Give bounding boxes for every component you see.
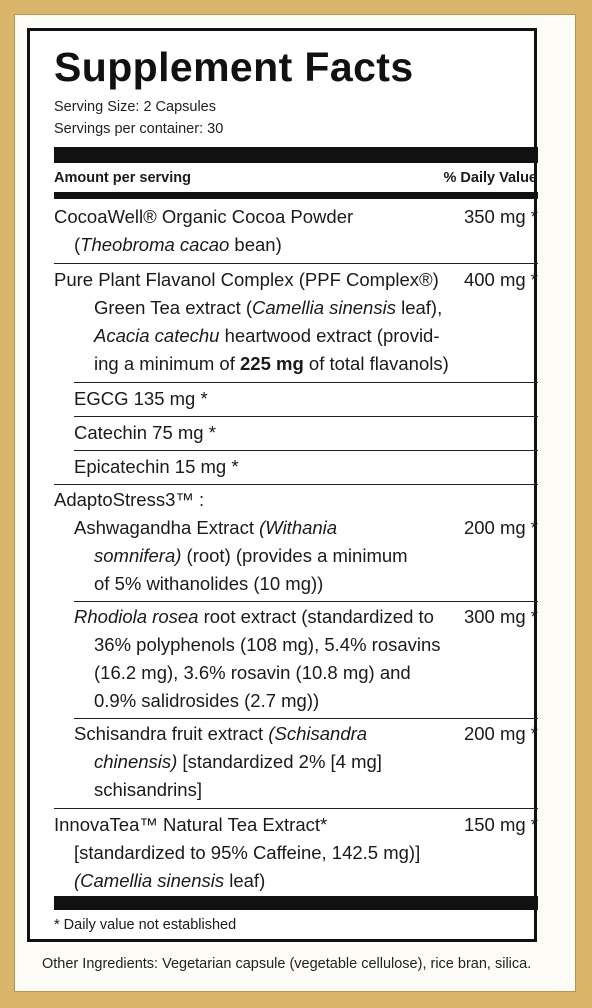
daily-value-footnote: * Daily value not established <box>54 917 237 933</box>
servings-per-container: Servings per container: 30 <box>54 121 224 137</box>
innovatea-line-2: [standardized to 95% Caffeine, 142.5 mg)] <box>74 842 421 863</box>
panel-title: Supplement Facts <box>54 44 414 90</box>
ashwagandha-line-3: of 5% withanolides (10 mg)) <box>94 573 324 594</box>
thick-divider-bottom <box>54 896 538 910</box>
row-divider <box>54 808 538 809</box>
cocoawell-source: (Theobroma cacao bean) <box>74 234 282 255</box>
thick-divider-top <box>54 147 538 163</box>
daily-value-header: % Daily Value <box>443 170 537 186</box>
other-ingredients: Other Ingredients: Vegetarian capsule (vegetable cellulose), rice bran, silica. <box>42 956 532 972</box>
schisandra-amount: 200 mg * <box>463 723 538 744</box>
cocoawell-name: CocoaWell® Organic Cocoa Powder <box>54 206 354 227</box>
ashwagandha-amount: 200 mg * <box>463 517 538 538</box>
rhodiola-line-1: Rhodiola rosea root extract (standardized to <box>74 606 434 627</box>
catechin-row: Catechin 75 mg * <box>74 422 216 443</box>
medium-divider <box>54 192 538 199</box>
adaptostress-heading: AdaptoStress3™ : <box>54 489 205 510</box>
ppf-line-2: Acacia catechu heartwood extract (provid- <box>94 325 440 346</box>
ppf-name: Pure Plant Flavanol Complex (PPF Complex®) <box>54 269 439 290</box>
cocoawell-amount: 350 mg * <box>463 206 538 227</box>
ppf-line-3: ing a minimum of 225 mg of total flavanols) <box>94 353 449 374</box>
row-divider <box>74 601 538 602</box>
innovatea-amount: 150 mg * <box>463 814 538 835</box>
rhodiola-line-2: 36% polyphenols (108 mg), 5.4% rosavins <box>94 634 441 655</box>
rhodiola-amount: 300 mg * <box>463 606 538 627</box>
row-divider <box>54 484 538 485</box>
innovatea-line-1: InnovaTea™ Natural Tea Extract* <box>54 814 328 835</box>
egcg-row: EGCG 135 mg * <box>74 388 208 409</box>
row-divider <box>74 382 538 383</box>
supplement-facts-panel <box>27 28 537 942</box>
rhodiola-line-4: 0.9% salidrosides (2.7 mg)) <box>94 690 320 711</box>
schisandra-line-1: Schisandra fruit extract (Schisandra <box>74 723 368 744</box>
ppf-line-1: Green Tea extract (Camellia sinensis leaf), <box>94 297 443 318</box>
epicatechin-row: Epicatechin 15 mg * <box>74 456 239 477</box>
schisandra-line-2: chinensis) [standardized 2% [4 mg] <box>94 751 382 772</box>
row-divider <box>54 263 538 264</box>
amount-per-serving-header: Amount per serving <box>54 170 191 186</box>
row-divider <box>74 718 538 719</box>
schisandra-line-3: schisandrins] <box>94 779 202 800</box>
innovatea-line-3: (Camellia sinensis leaf) <box>74 870 266 891</box>
row-divider <box>74 416 538 417</box>
row-divider <box>74 450 538 451</box>
ashwagandha-line-2: somnifera) (root) (provides a minimum <box>94 545 408 566</box>
rhodiola-line-3: (16.2 mg), 3.6% rosavin (10.8 mg) and <box>94 662 411 683</box>
ppf-amount: 400 mg * <box>463 269 538 290</box>
serving-size: Serving Size: 2 Capsules <box>54 99 216 115</box>
ashwagandha-line-1: Ashwagandha Extract (Withania <box>74 517 338 538</box>
